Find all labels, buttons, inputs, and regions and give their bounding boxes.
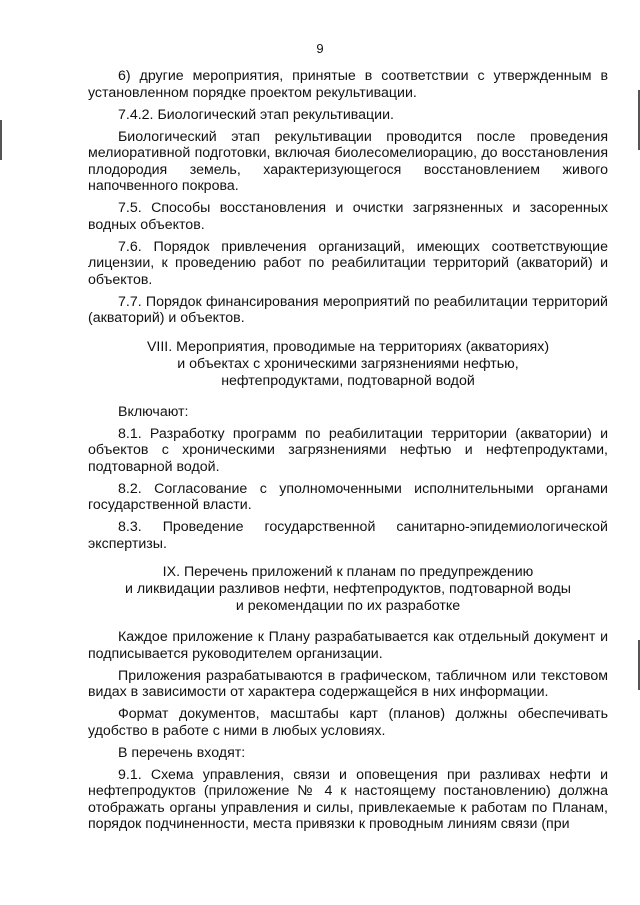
document-body [88,68,608,838]
scan-edge-left [0,120,2,160]
paragraph: 8.2. Согласование с уполномоченными исполнительными органами государственной власти. [88,480,608,513]
paragraph: 7.6. Порядок привлечения организаций, имеющих соответствующие лицензии, к проведению работ по реабилитации территорий (акваторий) и объектов. [88,238,608,288]
paragraph: Включают: [118,403,189,420]
paragraph: В перечень входят: [118,744,246,761]
heading-line: IX. Перечень приложений к планам по предупреждению [162,564,534,580]
paragraph: Формат документов, масштабы карт (планов) должны обеспечивать удобство в работе с ними в любых условиях. [88,706,608,739]
paragraph: 9.1. Схема управления, связи и оповещения при разливах нефти и нефтепродуктов (приложение № 4 к настоящему постановлению) должна отображать органы управления и силы, привлекаемые к работам по Планам, порядок подчиненности, места привязки к проводным линиям связи (при [88,766,608,832]
heading-line: и рекомендации по их разработке [235,598,461,614]
paragraph: 8.3. Проведение государственной санитарно-эпидемиологической экспертизы. [88,519,608,552]
paragraph: Каждое приложение к Плану разрабатывается как отдельный документ и подписывается руководителем организации. [88,629,608,662]
paragraph: 7.5. Способы восстановления и очистки загрязненных и засоренных водных объектов. [88,200,608,233]
paragraph: Биологический этап рекультивации проводится после проведения мелиоративной подготовки, включая биолесомелиорацию, до восстановления плодородия земель, характеризующегося восстановлением живого напочвенного покрова. [88,128,608,194]
heading-line: и объектах с хроническими загрязнениями нефтью, [177,355,519,372]
paragraph: 8.1. Разработку программ по реабилитации территории (акватории) и объектов с хроническими загрязнениями нефтью и нефтепродуктами, подтоварной водой. [88,425,608,475]
heading-line: VIII. Мероприятия, проводимые на территориях (акваториях) [146,338,550,355]
paragraph: 6) другие мероприятия, принятые в соответствии с утвержденным в установленном порядке проектом рекультивации. [88,68,608,101]
section-heading-ix [88,564,608,615]
paragraph: Приложения разрабатываются в графическом, табличном или текстовом видах в зависимости от характера содержащейся в них информации. [88,667,608,700]
paragraph: 7.4.2. Биологический этап рекультивации. [118,106,394,123]
heading-line: нефтепродуктами, подтоварной водой [221,372,475,389]
heading-line: и ликвидации разливов нефти, нефтепродуктов, подтоварной воды [125,581,571,597]
section-heading-viii [88,339,608,390]
paragraph: 7.7. Порядок финансирования мероприятий по реабилитации территорий (акваторий) и объектов. [88,293,608,326]
page-number: 9 [316,41,324,56]
